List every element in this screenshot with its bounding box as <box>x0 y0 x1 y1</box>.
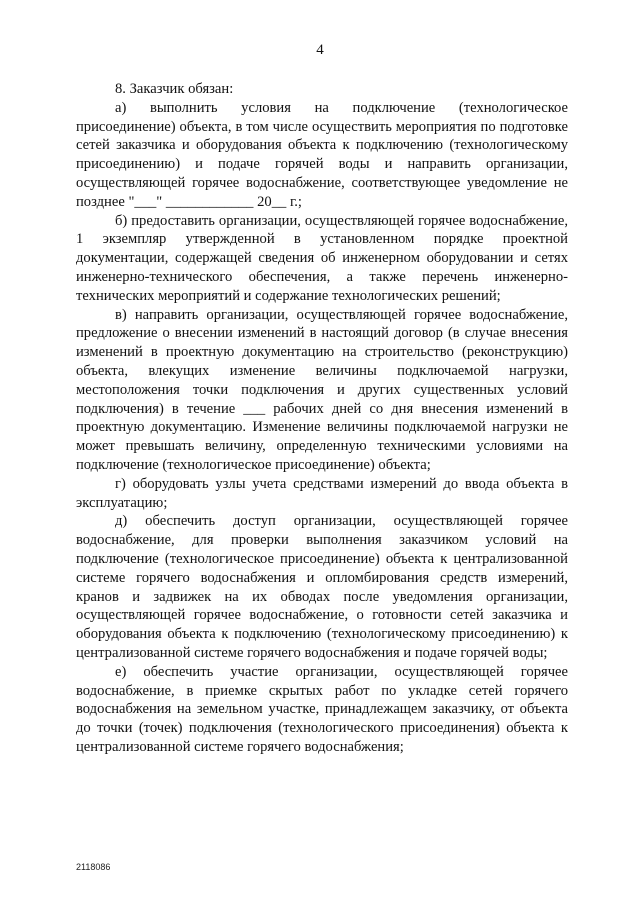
document-body <box>76 80 568 757</box>
clause-g: г) оборудовать узлы учета средствами измерений до ввода объекта в эксплуатацию; <box>76 475 568 511</box>
section-heading: 8. Заказчик обязан: <box>115 81 234 97</box>
clause-v: в) направить организации, осуществляющей горячее водоснабжение, предложение о внесении изменений в настоящий договор (в случае внесения изменений в проектную документацию на строительство (реконструкцию) объекта, влекущих изменение величины подключаемой нагрузки, местоположения точки подключения и других существенных условий подключения) в течение ___ рабочих дней со дня внесения изменений в проектную документацию. Изменение величины подключаемой нагрузки не может превышать величину, определенную техническими условиями на подключение (технологическое присоединение) объекта; <box>76 306 568 473</box>
clause-d: д) обеспечить доступ организации, осуществляющей горячее водоснабжение, для проверки выполнения заказчиком условий на подключение (технологическое присоединение) объекта к централизованной системе горячего водоснабжения и опломбирования средств измерений, кранов и задвижек на их обводах после уведомления организации, осуществляющей горячее водоснабжение, о готовности сетей заказчика и оборудования объекта к подключению (технологическому присоединению) к централизованной системе горячего водоснабжения и подаче горячей воды; <box>76 513 568 661</box>
page-number: 4 <box>316 42 324 58</box>
clause-b: б) предоставить организации, осуществляющей горячее водоснабжение, 1 экземпляр утвержденной в установленном порядке проектной документации, содержащей сведения об инженерном оборудовании и сетях инженерно-технического обеспечения, а также перечень инженерно-технических мероприятий и содержание технологических решений; <box>76 212 568 304</box>
clause-a: а) выполнить условия на подключение (технологическое присоединение) объекта, в том числе осуществить мероприятия по подготовке сетей заказчика и оборудования объекта к подключению (технологическому присоединению) и подаче горячей воды и направить организации, осуществляющей горячее водоснабжение, соответствующее уведомление не позднее "___" ____________ 20__ г.; <box>76 99 568 210</box>
document-code: 2118086 <box>76 862 111 872</box>
clause-e: е) обеспечить участие организации, осуществляющей горячее водоснабжение, в приемке скрытых работ по укладке сетей горячего водоснабжения на земельном участке, принадлежащем заказчику, от объекта до точки (точек) подключения (технологического присоединения) объекта к централизованной системе горячего водоснабжения; <box>76 663 568 755</box>
